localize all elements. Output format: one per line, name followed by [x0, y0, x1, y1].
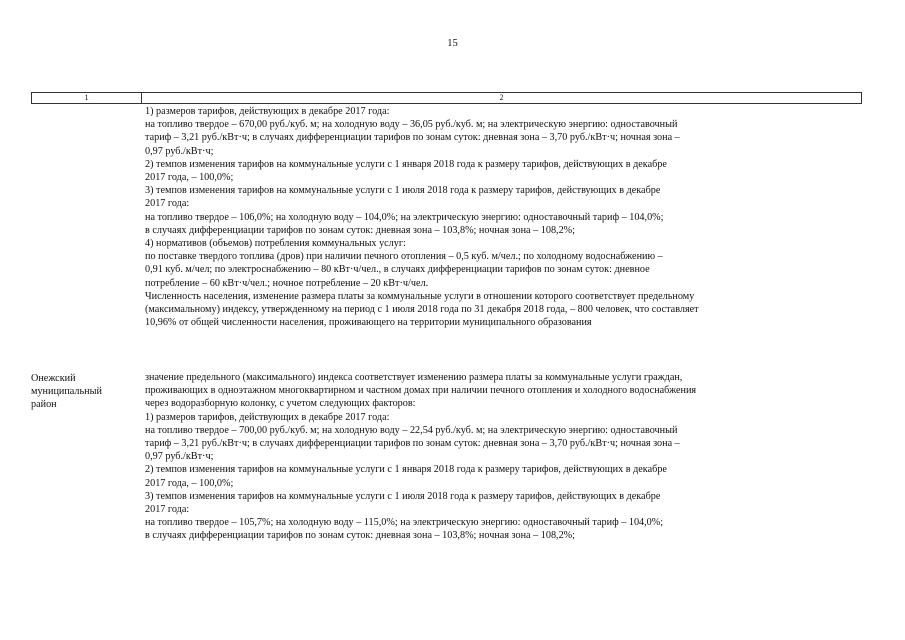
text-line: 3) темпов изменения тарифов на коммунальные услуги с 1 июля 2018 года к размеру тарифов, действующих в декабре [145, 185, 661, 197]
text-line: Численность населения, изменение размера платы за коммунальные услуги в отношении которого соответствует предельному [145, 290, 695, 302]
text-line: 2017 года: [145, 198, 190, 210]
page-number: 15 [447, 38, 458, 49]
region-cell-2 [31, 371, 142, 543]
text-line: 10,96% от общей численности населения, проживающего на территории муниципального образования [145, 317, 592, 329]
text-line: 2) темпов изменения тарифов на коммунальные услуги с 1 января 2018 года к размеру тарифов, действующих в декабре [145, 158, 667, 170]
text-line: 4) нормативов (объемов) потребления коммунальных услуг: [145, 238, 406, 250]
text-line: 2017 года, – 100,0%; [145, 172, 234, 184]
text-line: потребление – 60 кВт·ч/чел.; ночное потребление – 20 кВт·ч/чел. [145, 277, 429, 289]
text-line: значение предельного (максимального) индекса соответствует изменению размера платы за коммунальные услуги граждан, [145, 372, 683, 383]
description-cell-2 [142, 371, 862, 543]
region-name-line: Онежский [31, 373, 76, 384]
text-line: 2) темпов изменения тарифов на коммунальные услуги с 1 января 2018 года к размеру тарифов, действующих в декабре [145, 464, 667, 476]
text-line: 3) темпов изменения тарифов на коммунальные услуги с 1 июля 2018 года к размеру тарифов, действующих в декабре [145, 490, 661, 502]
text-line: на топливо твердое – 700,00 руб./куб. м; на холодную воду – 22,54 руб./куб. м; на электрическую энергию: одноставочный [145, 424, 678, 436]
text-line: через водоразборную колонку, с учетом следующих факторов: [145, 398, 416, 410]
table-header-col-1: 1 [32, 93, 142, 103]
text-line: 0,97 руб./кВт·ч; [145, 451, 214, 463]
text-line: 2017 года: [145, 504, 190, 516]
text-line: на топливо твердое – 105,7%; на холодную воду – 115,0%; на электрическую энергию: одноставочный тариф – 104,0%; [145, 517, 664, 529]
region-cell-1 [31, 105, 142, 329]
text-line: 1) размеров тарифов, действующих в декабре 2017 года: [145, 106, 390, 117]
text-line: 0,91 куб. м/чел; по электроснабжению – 80 кВт·ч/чел., в случаях дифференциации тарифов по зонам суток: дневное [145, 264, 650, 276]
text-line: по поставке твердого топлива (дров) при наличии печного отопления – 0,5 куб. м/чел.; по холодному водоснабжению – [145, 251, 663, 263]
region-name-line: муниципальный [31, 386, 102, 398]
text-line: на топливо твердое – 670,00 руб./куб. м; на холодную воду – 36,05 руб./куб. м; на электрическую энергию: одноставочный [145, 119, 678, 131]
text-line: на топливо твердое – 106,0%; на холодную воду – 104,0%; на электрическую энергию: одноставочный тариф – 104,0%; [145, 211, 664, 223]
table-row-1 [31, 105, 862, 329]
text-line: 1) размеров тарифов, действующих в декабре 2017 года: [145, 411, 390, 423]
text-line: в случаях дифференциации тарифов по зонам суток: дневная зона – 103,8%; ночная зона – 108,2%; [145, 224, 576, 236]
text-line: 2017 года, – 100,0%; [145, 477, 234, 489]
text-line: (максимальному) индексу, утвержденному на период с 1 июля 2018 года по 31 декабря 2018 года, – 800 человек, что составляет [145, 304, 699, 316]
text-line: тариф – 3,21 руб./кВт·ч; в случаях дифференциации тарифов по зонам суток: дневная зона – 3,70 руб./кВт·ч; ночная зона – [145, 132, 680, 144]
text-line: в случаях дифференциации тарифов по зонам суток: дневная зона – 103,8%; ночная зона – 108,2%; [145, 530, 576, 542]
text-line: тариф – 3,21 руб./кВт·ч; в случаях дифференциации тарифов по зонам суток: дневная зона – 3,70 руб./кВт·ч; ночная зона – [145, 438, 680, 450]
table-header-col-2: 2 [499, 93, 504, 102]
table-row-2 [31, 371, 862, 543]
region-name-line: район [31, 399, 57, 411]
text-line: 0,97 руб./кВт·ч; [145, 145, 214, 157]
description-cell-1 [142, 105, 862, 329]
table-header-row [31, 92, 862, 104]
text-line: проживающих в одноэтажном многоквартирном и частном домах при наличии печного отопления и холодного водоснабжения [145, 385, 697, 397]
